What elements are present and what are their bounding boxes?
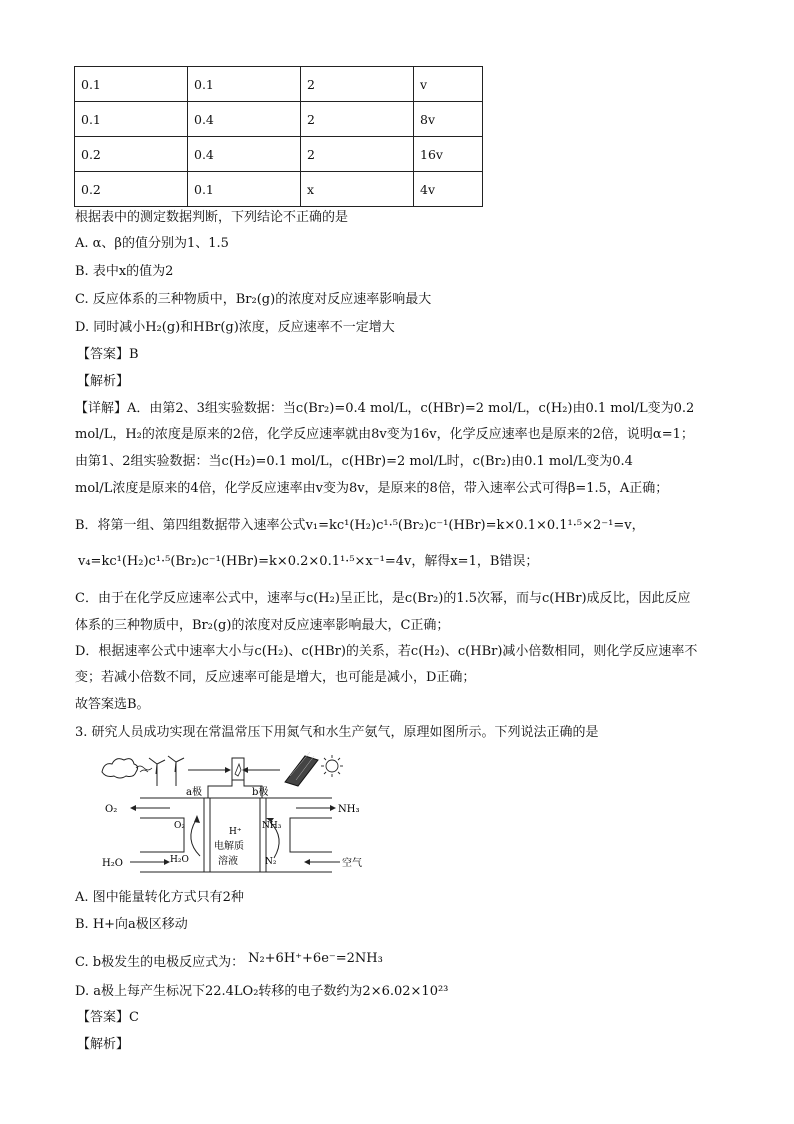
table-cell: v [414, 67, 483, 102]
q3-option-c-text: C. b极发生的电极反应式为： [75, 955, 245, 970]
table-row [75, 172, 483, 207]
table-cell: 4v [414, 172, 483, 207]
q3-option-c [75, 953, 383, 973]
table-cell: 0.2 [75, 172, 188, 207]
q2-detail-line-9: D．根据速率公式中速率大小与c(H₂)、c(HBr)的关系，若c(H₂)、c(HBr)减小倍数相同，则化学反应速率不 [75, 644, 698, 659]
q2-detail-line-2: mol/L，H₂的浓度是原来的2倍，化学反应速率就由8v变为16v，化学反应速率也是原来的2倍，说明α=1； [75, 427, 694, 442]
electrolyte-label-2: 溶液 [218, 856, 238, 867]
q2-detail-line-1: 【详解】A．由第2、3组实验数据：当c(Br₂)=0.4 mol/L，c(HBr)=2 mol/L，c(H₂)由0.1 mol/L变为0.2 [75, 401, 695, 416]
hplus-label: H⁺ [229, 827, 242, 837]
wind-lines-icon [136, 766, 152, 772]
h2o-in-label: H₂O [102, 858, 123, 869]
q2-option-a: A. α、β的值分别为1、1.5 [75, 236, 229, 251]
table-row [75, 137, 483, 172]
q2-option-d: D. 同时减小H₂(g)和HBr(g)浓度，反应速率不一定增大 [75, 320, 395, 335]
electrode-b-label: b极 [252, 787, 269, 798]
q3-option-a: A. 图中能量转化方式只有2种 [75, 890, 244, 905]
rate-equation-v4: v₄=kc¹(H₂)c¹·⁵(Br₂)c⁻¹(HBr)=k×0.2×0.1¹·⁵×x⁻¹=4v [78, 554, 412, 569]
wind-turbine-icon [149, 756, 184, 786]
table-cell: 0.1 [188, 67, 301, 102]
q2-detail-line-11: 故答案选B。 [75, 697, 150, 712]
table-cell: 0.1 [75, 102, 188, 137]
q2-detail-line-5 [75, 516, 645, 536]
table-cell: 8v [414, 102, 483, 137]
table-cell: 2 [301, 102, 414, 137]
q2-detail-line-5-text: B．将第一组、第四组数据带入速率公式 [75, 518, 306, 533]
h2o-inner-label: H₂O [170, 855, 189, 865]
table-cell: 0.4 [188, 102, 301, 137]
q3-option-c-equation: N₂+6H⁺+6e⁻=2NH₃ [248, 951, 383, 966]
q2-answer: 【答案】B [77, 347, 139, 362]
table-cell: 2 [301, 67, 414, 102]
q2-option-b: B. 表中x的值为2 [75, 264, 174, 279]
q3-option-b: B. H+向a极区移动 [75, 917, 188, 932]
table-row [75, 67, 483, 102]
electrode-a-label: a极 [186, 787, 202, 798]
q2-detail-line-7: C．由于在化学反应速率公式中，速率与c(H₂)呈正比，是c(Br₂)的1.5次幂，而与c(HBr)成反比，因此反应 [75, 591, 691, 606]
solar-panel-icon [285, 752, 318, 786]
q2-option-c: C. 反应体系的三种物质中，Br₂(g)的浓度对反应速率影响最大 [75, 292, 432, 307]
o2-out-label: O₂ [105, 804, 118, 815]
q2-detail-line-10: 变；若减小倍数不同，反应速率可能是增大，也可能是减小，D正确； [75, 670, 476, 685]
q3-analysis-label: 【解析】 [77, 1037, 130, 1052]
q3-option-d: D. a极上每产生标况下22.4LO₂转移的电子数约为2×6.02×10²³ [75, 984, 449, 999]
q2-detail-line-6 [78, 552, 538, 572]
table-cell: x [301, 172, 414, 207]
sun-icon [321, 755, 343, 777]
q2-analysis-label: 【解析】 [77, 374, 130, 389]
table-cell: 2 [301, 137, 414, 172]
q3-stem: 3. 研究人员成功实现在常温常压下用氮气和水生产氨气，原理如图所示。下列说法正确的是 [75, 725, 599, 740]
table-cell: 0.1 [75, 67, 188, 102]
q2-stem: 根据表中的测定数据判断，下列结论不正确的是 [75, 210, 349, 225]
table-cell: 0.4 [188, 137, 301, 172]
table-cell: 0.1 [188, 172, 301, 207]
electrolysis-diagram [100, 752, 370, 880]
table-row [75, 102, 483, 137]
q2-detail-line-4: mol/L浓度是原来的4倍，化学反应速率由v变为8v，是原来的8倍，带入速率公式可得β=1.5，A正确； [75, 481, 669, 496]
n2-inner-label: N₂ [265, 857, 277, 867]
q2-detail-line-8: 体系的三种物质中，Br₂(g)的浓度对反应速率影响最大，C正确； [75, 618, 450, 633]
q2-detail-line-3: 由第1、2组实验数据：当c(H₂)=0.1 mol/L，c(HBr)=2 mol/L时，c(Br₂)由0.1 mol/L变为0.4 [75, 454, 633, 469]
air-in-label: 空气 [342, 858, 362, 869]
electrolyte-label-1: 电解质 [214, 841, 244, 852]
power-source-icon [232, 758, 244, 780]
table-cell: 16v [414, 137, 483, 172]
q3-answer: 【答案】C [77, 1010, 139, 1025]
table-cell: 0.2 [75, 137, 188, 172]
wind-cloud-icon [102, 759, 138, 778]
nh3-inner-label: NH₃ [262, 821, 282, 831]
nh3-out-label: NH₃ [338, 804, 360, 815]
q2-detail-line-6-text: ，解得x=1，B错误； [411, 554, 539, 569]
o2-inner-label: O₂ [174, 821, 185, 831]
rate-data-table [74, 66, 483, 207]
rate-equation-v1: v₁=kc¹(H₂)c¹·⁵(Br₂)c⁻¹(HBr)=k×0.1×0.1¹·⁵×2⁻¹=v， [305, 518, 645, 533]
